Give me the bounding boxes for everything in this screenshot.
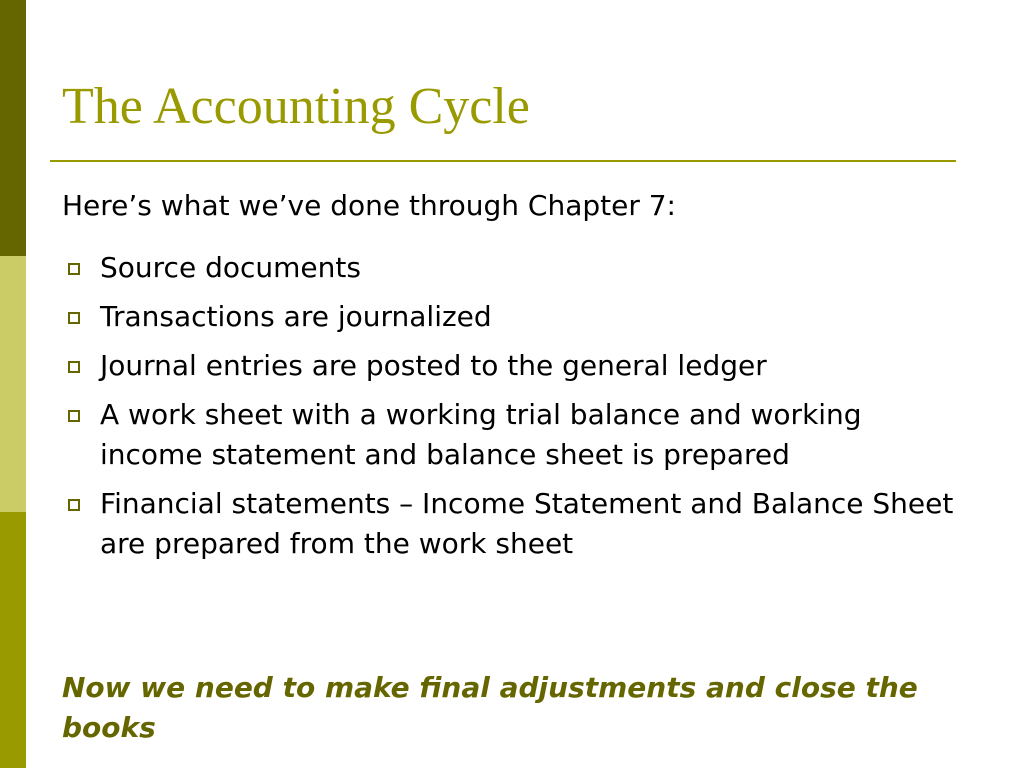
bullet-item (62, 484, 962, 564)
hollow-square-icon (68, 410, 80, 422)
bullet-text: A work sheet with a working trial balance and working income statement and balance sheet is prepared (100, 398, 862, 471)
slide-body (62, 186, 962, 573)
bullet-item (62, 297, 962, 337)
slide-title: The Accounting Cycle (62, 78, 530, 135)
bullet-item (62, 346, 962, 386)
bullet-item (62, 248, 962, 288)
side-band-top (0, 0, 26, 256)
intro-text: Here’s what we’ve done through Chapter 7: (62, 189, 676, 222)
hollow-square-icon (68, 312, 80, 324)
bullet-text: Transactions are journalized (100, 300, 492, 333)
hollow-square-icon (68, 361, 80, 373)
side-band-bottom (0, 512, 26, 768)
bullet-list (62, 248, 962, 564)
bullet-text: Source documents (100, 251, 361, 284)
title-divider (50, 160, 956, 162)
bullet-text: Journal entries are posted to the general ledger (100, 349, 767, 382)
conclusion-text: Now we need to make final adjustments and close the books (62, 671, 918, 744)
side-band-middle (0, 256, 26, 512)
hollow-square-icon (68, 263, 80, 275)
bullet-text: Financial statements – Income Statement and Balance Sheet are prepared from the work sheet (100, 487, 954, 560)
hollow-square-icon (68, 499, 80, 511)
bullet-item (62, 395, 962, 475)
